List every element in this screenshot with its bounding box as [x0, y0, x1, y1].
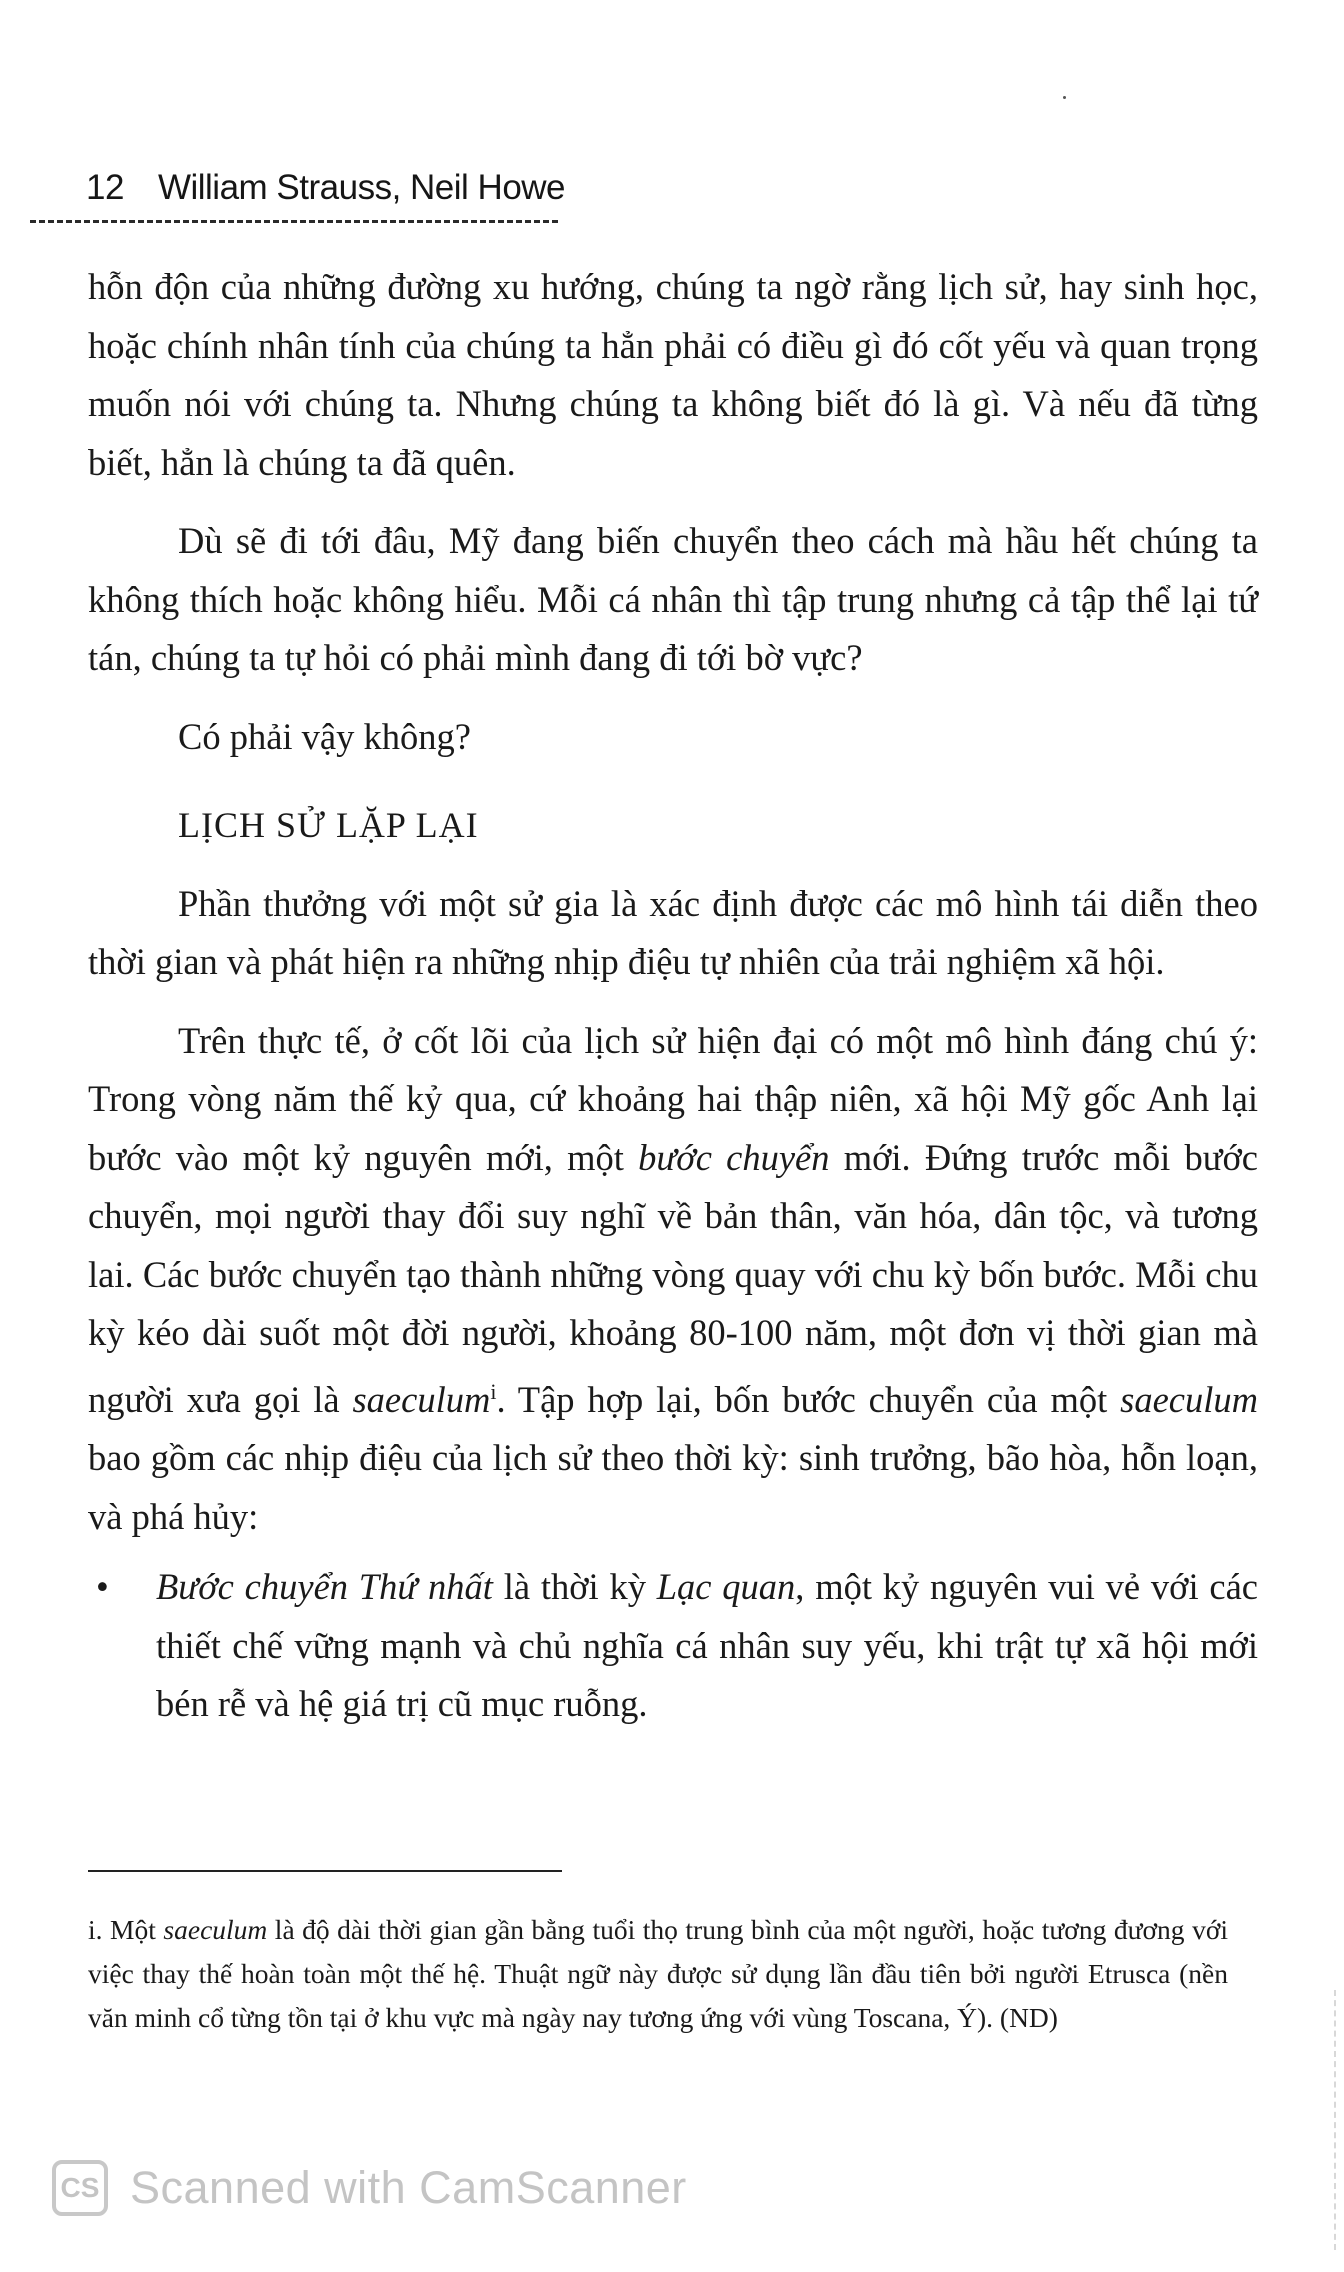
paragraph-1: hỗn độn của những đường xu hướng, chúng ta ngờ rằng lịch sử, hay sinh học, hoặc chính nhân tính của chúng ta hẳn phải có điều gì đó cốt yếu và quan trọng muốn nói với chúng ta. Nhưng chúng ta không biết đó là gì. Và nếu đã từng biết, hẳn là chúng ta đã quên. [88, 266, 1258, 483]
paragraph-5-text-c: . Tập hợp lại, bốn bước chuyển của một [496, 1378, 1121, 1420]
bullet-marker: • [96, 1566, 109, 1608]
scan-edge [1334, 1990, 1338, 2250]
scan-speck [1063, 96, 1066, 99]
term-buoc-chuyen: bước chuyển [638, 1136, 830, 1178]
bullet-text-2: , một kỷ nguyên vui vẻ với các thiết chế vững mạnh và chủ nghĩa cá nhân suy yếu, khi trật tự xã hội mới bén rễ và hệ giá trị cũ mục ruỗng. [156, 1566, 1258, 1725]
bullet-text-1: là thời kỳ [492, 1566, 657, 1608]
paragraph-5 [88, 1012, 1258, 1547]
paragraph-5-text-d: bao gồm các nhịp điệu của lịch sử theo thời kỳ: sinh trưởng, bão hòa, hỗn loạn, và phá hủy: [88, 1437, 1258, 1537]
footnote-marker: i [490, 1378, 497, 1404]
running-header [86, 168, 566, 208]
bullet-term: Bước chuyển Thứ nhất [156, 1566, 493, 1608]
camscanner-logo-icon: CS [52, 2160, 108, 2216]
footnote-text-a: i. Một [88, 1914, 164, 1945]
header-authors: William Strauss, Neil Howe [157, 168, 566, 207]
paragraph-2: Dù sẽ đi tới đâu, Mỹ đang biến chuyển theo cách mà hầu hết chúng ta không thích hoặc không hiểu. Mỗi cá nhân thì tập trung nhưng cả tập thể lại tứ tán, chúng ta tự hỏi có phải mình đang đi tới bờ vực? [88, 520, 1258, 678]
paragraph-4: Phần thưởng với một sử gia là xác định được các mô hình tái diễn theo thời gian và phát hiện ra những nhịp điệu tự nhiên của trải nghiệm xã hội. [88, 882, 1258, 982]
page-number: 12 [86, 168, 124, 207]
bullet-term-2: Lạc quan [656, 1566, 796, 1608]
footnote-rule [88, 1870, 562, 1872]
footnote-text-b: là độ dài thời gian gần bằng tuổi thọ trung bình của một người, hoặc tương đương với việc thay thế hoàn toàn một thế hệ. Thuật ngữ này được sử dụng lần đầu tiên bởi người Etrusca (nền văn minh cổ từng tồn tại ở khu vực mà ngày nay tương ứng với vùng Toscana, Ý). (ND) [88, 1914, 1229, 2033]
paragraph-3: Có phải vậy không? [178, 715, 471, 757]
bullet-item [88, 1558, 1258, 1734]
watermark-text: Scanned with CamScanner [130, 2162, 687, 2213]
term-saeculum: saeculum [352, 1378, 491, 1420]
footnote [88, 1908, 1228, 2040]
camscanner-watermark [52, 2160, 687, 2216]
section-heading: LỊCH SỬ LẶP LẠI [178, 805, 479, 845]
body-text [88, 258, 1258, 1734]
footnote-term: saeculum [163, 1914, 268, 1945]
paragraph-5-text-a: Trên thực tế, ở cốt lõi của lịch sử hiện đại có một mô hình đáng chú ý: Trong vòng năm thế kỷ qua, cứ khoảng hai thập niên, xã hội Mỹ gốc Anh lại bước vào một kỷ nguyên mới, một [88, 1019, 1258, 1178]
header-dashed-rule [30, 220, 558, 223]
term-saeculum-2: saeculum [1120, 1378, 1258, 1420]
paragraph-5-text-b: mới. Đứng trước mỗi bước chuyển, mọi người thay đổi suy nghĩ về bản thân, văn hóa, dân tộc, và tương lai. Các bước chuyển tạo thành những vòng quay với chu kỳ bốn bước. Mỗi chu kỳ kéo dài suốt một đời người, khoảng 80-100 năm, một đơn vị thời gian mà người xưa gọi là [88, 1136, 1258, 1420]
